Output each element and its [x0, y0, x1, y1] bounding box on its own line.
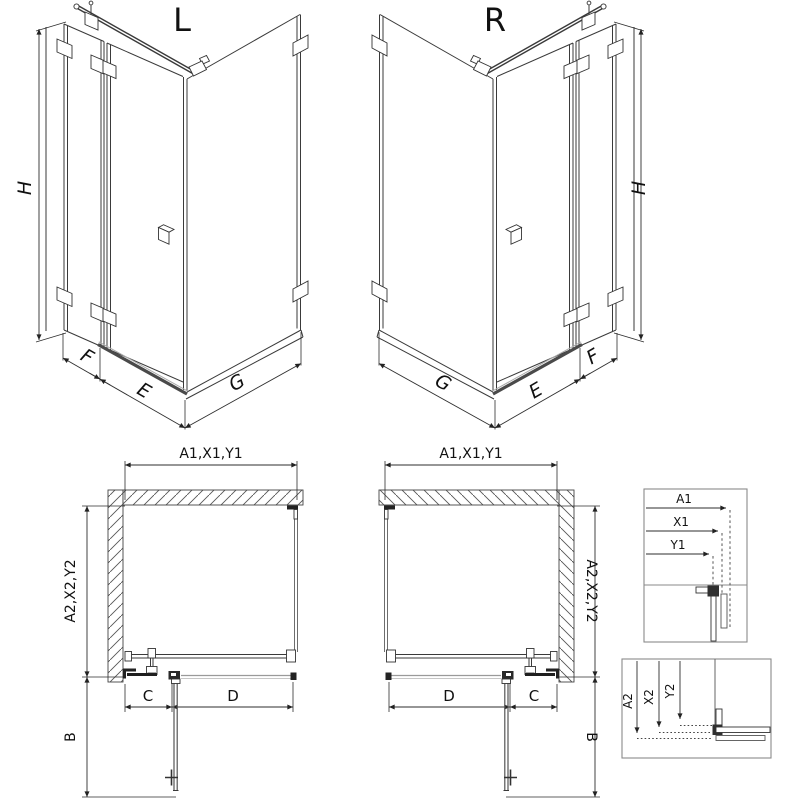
plan-width-dim-label-right: A1,X1,Y1 [439, 446, 503, 462]
detail-label-x2: X2 [642, 689, 656, 705]
side-width-dim-label-left: G [225, 369, 249, 397]
variant-label-right: R [483, 1, 507, 39]
door-swing-dim-label-right: B [583, 732, 599, 742]
fixed-segment-dim-label-left: C [142, 687, 154, 705]
plan-width-dim-label-left: A1,X1,Y1 [179, 446, 243, 462]
variant-label-left: L [173, 1, 191, 39]
door-width-dim-label-right: E [525, 378, 547, 404]
detail-label-y2: Y2 [663, 683, 677, 699]
plan-depth-dim-label-left: A2,X2,Y2 [63, 559, 79, 623]
door-opening-dim-label-left: D [227, 687, 239, 705]
side-width-dim-label-right: G [431, 369, 455, 397]
detail-label-a1: A1 [676, 492, 692, 506]
fixed-segment-dim-label-right: C [528, 687, 540, 705]
plan-view-geometry [82, 461, 303, 797]
detail-box-width-offsets [644, 489, 747, 642]
detail-label-a2: A2 [621, 693, 635, 709]
iso-view-geometry [36, 1, 308, 429]
door-width-dim-label-left: E [133, 378, 155, 404]
plan-depth-dim-label-right: A2,X2,Y2 [583, 559, 599, 623]
door-opening-dim-label-right: D [443, 687, 455, 705]
door-swing-dim-label-left: B [63, 732, 79, 742]
iso-view-geometry-mirrored [372, 1, 644, 429]
detail-label-y1: Y1 [670, 538, 686, 552]
fixed-width-dim-label-right: F [582, 344, 604, 370]
detail-box-depth-offsets [621, 659, 771, 758]
plan-view-geometry-mirrored [379, 461, 600, 797]
detail-label-x1: X1 [673, 515, 689, 529]
height-dim-label-left: H [14, 180, 36, 196]
height-dim-label-right: H [628, 180, 650, 196]
fixed-width-dim-label-left: F [76, 344, 98, 370]
